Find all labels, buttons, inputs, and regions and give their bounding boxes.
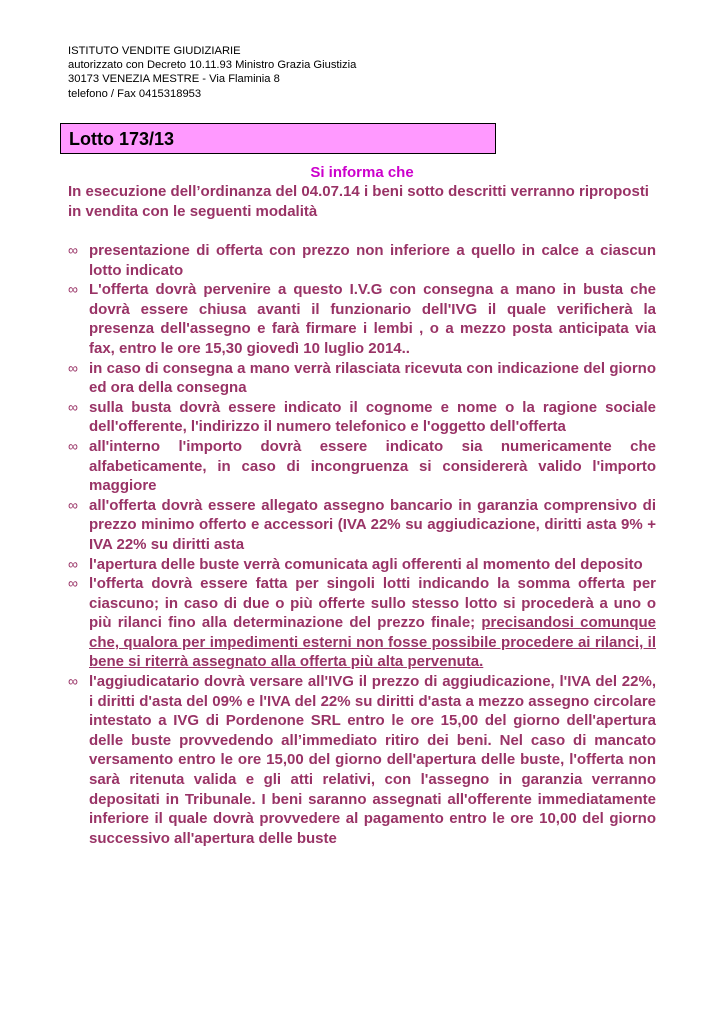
list-item [68,398,656,437]
list-item-text: sulla busta dovrà essere indicato il cognome e nome o la ragione sociale dell'offerente, l'indirizzo il numero telefonico e l'oggetto dell'offerta [89,398,656,436]
list-item-text: presentazione di offerta con prezzo non inferiore a quello in calce a ciascun lotto indicato [89,242,656,279]
list-item-text: in caso di consegna a mano verrà rilasciata ricevuta con indicazione del giorno ed ora della consegna [89,359,656,397]
intro-paragraph: In esecuzione dell’ordinanza del 04.07.14 i beni sotto descritti verranno riproposti in vendita con le seguenti modalità [68,183,649,220]
list-item-text: all'offerta dovrà essere allegato assegno bancario in garanzia comprensivo di prezzo minimo offerto e accessori (IVA 22% su aggiudicazione, diritti asta 9% + IVA 22% su diritti asta [89,496,656,553]
list-item [68,280,656,358]
lotto-title: Lotto 173/13 [69,129,175,149]
letterhead-phone: telefono / Fax 0415318953 [68,87,202,100]
lotto-box [60,123,496,154]
infinity-bullet-icon: ∞ [68,555,78,572]
infinity-bullet-icon: ∞ [68,496,78,513]
letterhead-address: 30173 VENEZIA MESTRE - Via Flaminia 8 [68,73,280,86]
informa-heading: Si informa che [310,164,414,181]
list-item [68,241,656,280]
list-item-text: all'interno l'importo dovrà essere indicato sia numericamente che alfabeticamente, in caso di incongruenza si considererà valido l'importo maggiore [89,437,656,495]
infinity-bullet-icon: ∞ [68,575,78,592]
infinity-bullet-icon: ∞ [68,359,78,376]
list-item [68,496,656,555]
list-item [68,437,656,496]
infinity-bullet-icon: ∞ [68,398,78,415]
list-item [68,574,656,672]
infinity-bullet-icon: ∞ [68,281,78,298]
list-item-underlined-text: precisandosi comunque che, qualora per impedimenti esterni non fosse possibile procedere ai rilanci, il bene si riterrà assegnato alla offerta più alta pervenuta. [89,614,656,671]
list-item-text: l'aggiudicatario dovrà versare all'IVG il prezzo di aggiudicazione, l'IVA del 22%, i diritti d'asta del 09% e l'IVA del 22% su diritti d'asta a mezzo assegno circolare intestato a IVG di Pordenone SRL entro le ore 15,00 del giorno dell'apertura delle buste provvedendo all’immediato ritiro dei beni. Nel caso di mancato versamento entro le ore 15,00 del giorno dell'apertura delle buste, l'offerta non sarà ritenuta valida e gli atti relativi, con l'assegno in garanzia verranno depositati in Tribunale. I beni saranno assegnati all'offerente immediatamente inferiore il quale dovrà provvedere al pagamento entro le ore 10,00 del giorno successivo all'apertura delle buste [89,673,656,847]
infinity-bullet-icon: ∞ [68,673,78,690]
list-item-text: l'offerta dovrà essere fatta per singoli lotti indicando la somma offerta per ciascuno; in caso di due o più offerte sullo stesso lotto si procederà a uno o più rilanci fino alla determinazione del prezzo finale; [89,575,656,632]
list-item [68,672,656,848]
list-item-text: l'apertura delle buste verrà comunicata agli offerenti al momento del deposito [89,555,643,573]
infinity-bullet-icon: ∞ [68,242,78,258]
letterhead-decree: autorizzato con Decreto 10.11.93 Ministro Grazia Giustizia [68,59,357,72]
list-item-text: L'offerta dovrà pervenire a questo I.V.G con consegna a mano in busta che dovrà essere chiusa avanti il funzionario dell'IVG il quale verificherà la presenza dell'assegno e farà firmare i lembi , o a mezzo posta anticipata via fax, entro le ore 15,30 giovedì 10 luglio 2014.. [89,281,656,357]
list-item [68,359,656,398]
infinity-bullet-icon: ∞ [68,437,78,454]
letterhead [68,44,356,101]
letterhead-name: ISTITUTO VENDITE GIUDIZIARIE [68,45,241,57]
conditions-list [68,241,656,848]
list-item [68,555,656,575]
